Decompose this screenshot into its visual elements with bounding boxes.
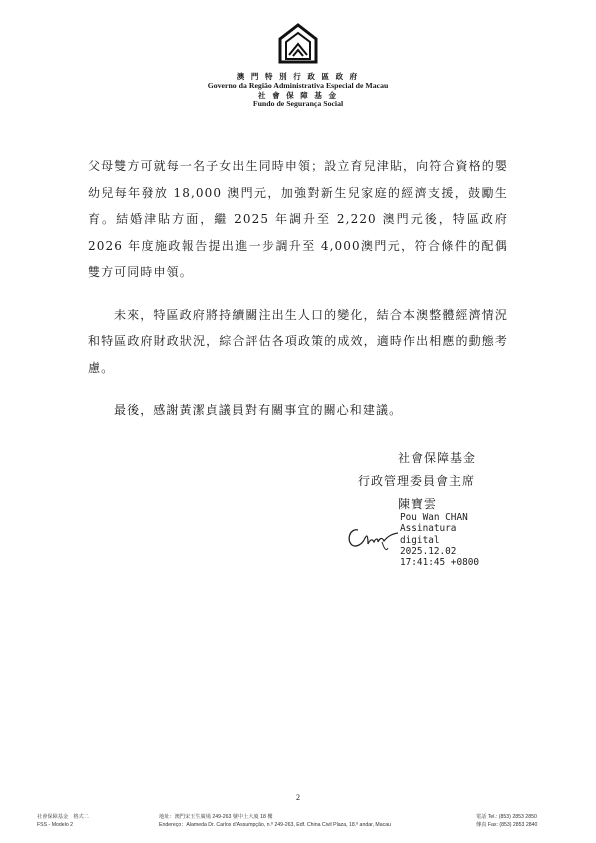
footer-line: 地址：澳門宋玉生廣場 249-263 號中土大廈 18 樓 [159,814,273,820]
footer-line: Endereço：Alameda Dr. Carlos d'Assumpção, n.º 249-263, Edf. China Civil Plaza, 18.º andar, Macau [159,822,391,828]
handwritten-signature [344,518,400,554]
signer-name: 陳寶雲 [398,497,438,511]
footer-contact [476,813,537,829]
footer-line: 社會保障基金 格式二 [37,814,89,820]
signature-block [358,447,476,516]
footer-line: 電話 Tel.: (853) 2853 2850 [476,814,537,820]
digital-signature-line: Assinatura [400,523,457,535]
signer-organization: 社會保障基金 [398,451,477,465]
body-paragraph: 父母雙方可就每一名子女出生同時申領；設立育兒津貼，向符合資格的嬰幼兒每年發放 18,000 澳門元，加強對新生兒家庭的經濟支援，鼓勵生育。結婚津貼方面，繼 2025 年調升至 2,220 澳門元後，特區政府 2026 年度施政報告提出進一步調升至 4,000澳門元，符合條件的配偶雙方可同時申領。 [88,159,508,279]
digital-signature-line: digital [400,534,440,546]
digital-signature-line: 17:41:45 +0800 [400,557,480,569]
digital-signature-line: Pou Wan CHAN [400,512,468,523]
footer-address [159,813,391,829]
letter-body [88,153,508,440]
fund-name-portuguese: Fundo de Segurança Social [252,99,344,109]
signer-title: 行政管理委員會主席 [358,474,476,488]
digital-signature-stamp [400,512,479,568]
government-name-chinese: 澳 門 特 別 行 政 區 政 府 [236,72,360,81]
footer-line: FSS - Modelo 2 [37,822,74,828]
digital-signature-line: 2025.12.02 [400,545,457,557]
footer-form-code [37,813,89,829]
macau-government-emblem-icon [276,22,320,66]
footer-line: 傳真 Fax: (853) 2853 2840 [476,822,538,828]
fund-name-chinese: 社 會 保 障 基 金 [257,90,339,100]
body-paragraph: 未來，特區政府將持續關注出生人口的變化，結合本澳整體經濟情況和特區政府財政狀況，綜合評估各項政策的成效，適時作出相應的動態考慮。 [88,307,508,375]
letterhead [0,22,596,109]
page-number: 2 [296,793,300,802]
body-paragraph: 最後，感謝黃潔貞議員對有關事宜的關心和建議。 [114,403,403,417]
government-name-portuguese: Governo da Região Administrativa Especial de Macau [207,80,389,90]
